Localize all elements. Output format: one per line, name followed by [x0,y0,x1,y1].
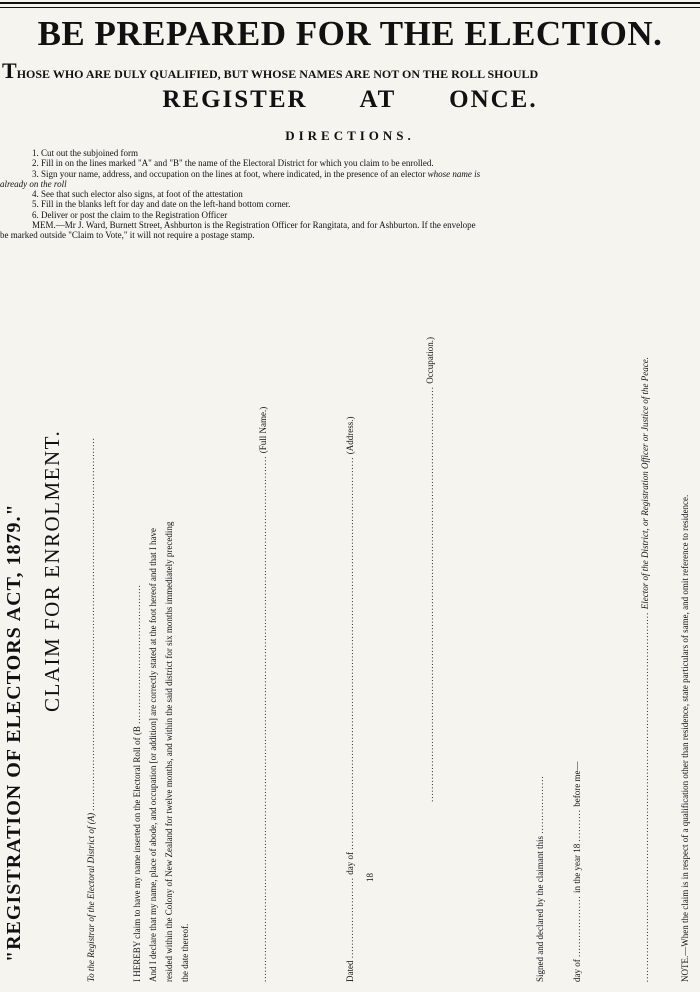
direction-3-italic: whose name is [427,168,481,179]
occupation-label: Occupation.) [425,337,435,384]
before-me: before me— [572,761,582,807]
to-registrar-line [86,252,96,982]
dated-line [345,252,355,982]
full-name-blank[interactable]: .................................................................................................................................................................. [258,455,268,982]
registrar-blank[interactable]: ................................................................................................................... [86,436,96,811]
direction-4: 4. See that such elector also signs, at foot of the attestation [32,189,243,200]
subline-text: HOSE WHO ARE DULY QUALIFIED, BUT WHOSE NAMES ARE NOT ON THE ROLL SHOULD [16,67,539,81]
thereof-line: the date thereof. [180,923,190,982]
resided-line: resided within the Colony of New Zealand for twelve months, and within the said district for six months immediately preceding [164,521,174,982]
direction-1: 1. Cut out the subjoined form [32,148,138,158]
direction-2: 2. Fill in on the lines marked "A" and "B" the name of the Electoral District for which you claim to be enrolled. [32,158,434,169]
signed-date-line [572,252,582,982]
note-line: NOTE.—When the claim is in respect of a qualification other than residence, state particulars of same, and omit reference to residence. [680,494,690,982]
signed-line [535,252,545,982]
dated-label: Dated [345,960,355,982]
direction-5: 5. Fill in the blanks left for day and date on the left-hand bottom corner. [32,199,291,210]
memo: MEM.—Mr J. Ward, Burnett Street, Ashburton is the Registration Officer for Rangitata, and for Ashburton. If the envelope [32,220,476,231]
direction-3-cont: already on the roll [0,178,67,189]
elector-signature-blank[interactable]: .................................................................................................................. [640,611,650,982]
subline-initial: T [2,58,17,83]
signed-text: Signed and declared by the claimant this [535,836,545,982]
top-rule-thin [0,7,700,8]
memo-cont: be marked outside "Claim to Vote," it will not require a postage stamp. [0,230,255,241]
dated-day-of: day of [345,852,355,875]
hereby-line [132,252,142,982]
direction-3 [0,169,700,179]
signed-year: in the year 18 [572,843,582,893]
register-banner: REGISTER AT ONCE. [162,86,538,113]
claim-form-rotated [0,262,700,992]
elector-label: Elector of the District, or Registration Officer or Justice of the Peace. [640,357,650,610]
signed-year-blank[interactable]: .......... [572,809,582,842]
address-blank[interactable]: ......................................................................................................................... [345,456,355,850]
directions-list [0,148,700,241]
act-title: "REGISTRATION OF ELECTORS ACT, 1879." [3,503,25,962]
address-label: (Address.) [345,416,355,455]
to-registrar-text: To the Registrar of the Electoral District of (A) [86,812,96,982]
signed-day-blank[interactable]: ................... [572,895,582,957]
directions-title: DIRECTIONS. [285,128,415,143]
occupation-blank[interactable]: ................................................................................................................................ [425,386,435,802]
direction-6: 6. Deliver or post the claim to the Registration Officer [32,209,228,220]
hereby-text: I HEREBY claim to have my name inserted on the Electoral Roll of (B [132,726,142,982]
elector-line [640,252,650,982]
signed-blank[interactable]: .................. [535,775,545,834]
direction-3-text: 3. Sign your name, address, and occupation on the lines at foot, where indicated, in the presence of an elector [32,168,426,179]
electoral-roll-blank[interactable]: ........................................... [132,584,142,724]
declare-line: And I declare that my name, place of abode, and occupation [or addition] are correctly stated at the foot hereof and that I have [148,527,158,982]
claim-title: CLAIM FOR ENROLMENT. [40,429,64,712]
signed-day-of: day of [572,959,582,982]
dated-year: 18 [365,873,375,882]
occupation-line [425,252,435,982]
dated-blank[interactable]: ......................... [345,877,355,959]
full-name-line [258,252,268,982]
subline [2,58,698,83]
full-name-label: (Full Name.) [258,406,268,454]
headline: BE PREPARED FOR THE ELECTION. [37,14,663,53]
top-rule [0,2,700,4]
